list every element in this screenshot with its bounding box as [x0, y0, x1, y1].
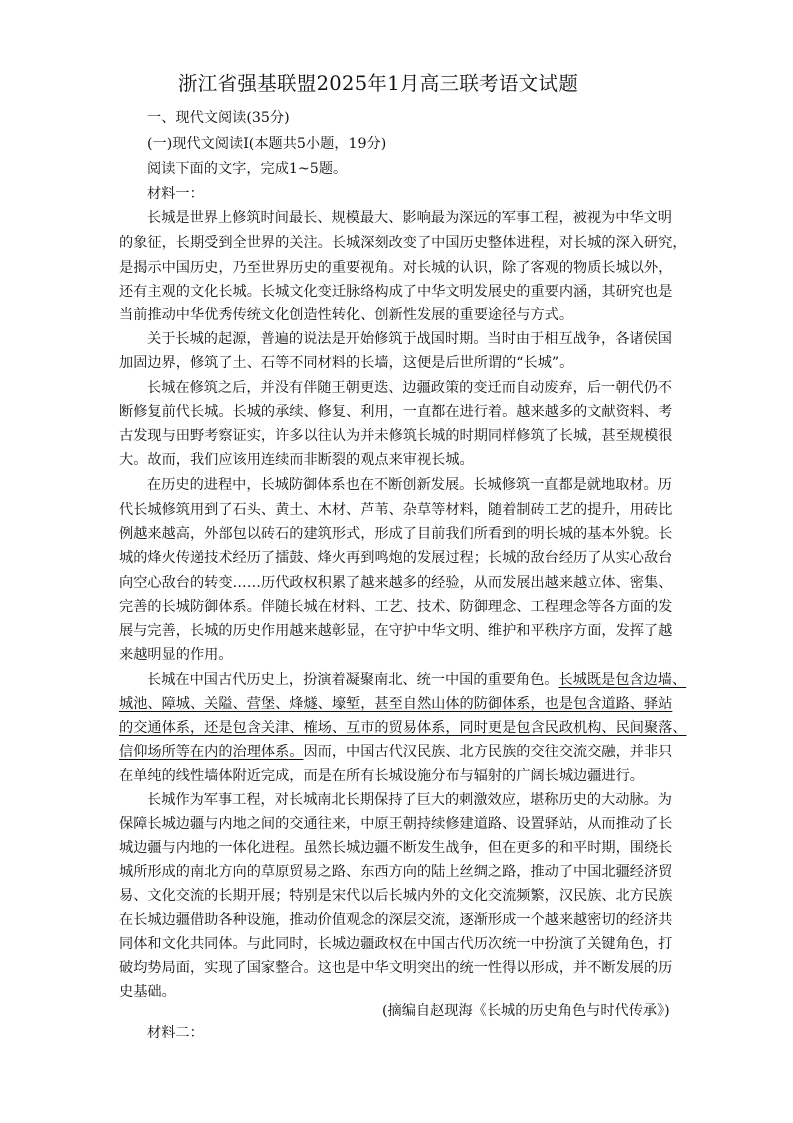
paragraph-line: 加固边界，修筑了土、石等不同材料的长墙，这便是后世所谓的“长城”。	[119, 355, 574, 371]
paragraph-line: 保障长城边疆与内地之间的交通往来，中原王朝持续修建道路、设置驿站，从而推动了长	[119, 816, 673, 832]
paragraph-line: 易、文化交流的长期开展；特别是宋代以后长城内外的文化交流频繁，汉民族、北方民族	[119, 888, 673, 904]
paragraph-line: 代长城修筑用到了石头、黄土、木材、芦苇、杂草等材料，随着制砖工艺的提升，用砖比	[119, 502, 673, 518]
material1-label: 材料一：	[147, 186, 204, 202]
paragraph-line: 当前推动中华优秀传统文化创造性转化、创新性发展的重要途径与方式。	[119, 307, 574, 323]
plain-text: 长城在中国古代历史上，扮演着凝聚南北、统一中国的重要角色。	[147, 672, 559, 688]
paragraph-line: 向空心敌台的转变……历代政权积累了越来越多的经验，从而发展出越来越立体、密集、	[119, 575, 673, 591]
material2-label: 材料二：	[147, 1025, 204, 1041]
paragraph-line	[119, 719, 687, 737]
paragraph-line: 完善的长城防御体系。伴随长城在材料、工艺、技术、防御理念、工程理念等各方面的发	[119, 599, 673, 615]
paragraph-line: 在长城边疆借助各种设施，推动价值观念的深层交流，逐渐形成一个越来越密切的经济共	[119, 912, 673, 928]
paragraph-line: 长城是世界上修筑时间最长、规模最大、影响最为深远的军事工程，被视为中华文明	[147, 210, 672, 226]
paragraph-line: 关于长城的起源，普遍的说法是开始修筑于战国时期。当时由于相互战争，各诸侯国	[147, 331, 672, 347]
plain-text: 因而，中国古代汉民族、北方民族的交往交流交融，并非只	[303, 744, 673, 760]
paragraph-line: 古发现与田野考察证实，许多以往认为并未修筑长城的时期同样修筑了长城，甚至规模很	[119, 428, 673, 444]
paragraph-line: 在历史的进程中，长城防御体系也在不断创新发展。长城修筑一直都是就地取材。历	[147, 477, 672, 493]
source-citation: (摘编自赵现海《长城的历史角色与时代传承》)	[382, 1003, 670, 1019]
paragraph-line	[147, 671, 686, 689]
paragraph-line: 城边疆与内地的一体化进程。虽然长城边疆不断发生战争，但在更多的和平时期，围绕长	[119, 840, 673, 856]
paragraph-line: 大。故而，我们应该用连续而非断裂的观点来审视长城。	[119, 452, 474, 468]
paragraph-line	[119, 743, 672, 761]
paragraph-line: 在单纯的线性墙体附近完成，而是在所有长城设施分布与辐射的广阔长城边疆进行。	[119, 768, 644, 784]
underlined-text: 信仰场所等在内的治理体系。	[119, 744, 304, 760]
paragraph-line: 断修复前代长城。长城的承续、修复、利用，一直都在进行着。越来越多的文献资料、考	[119, 404, 673, 420]
paragraph-line: 长城作为军事工程，对长城南北长期保持了巨大的刺激效应，堪称历史的大动脉。为	[147, 792, 672, 808]
paragraph-line: 城所形成的南北方向的草原贸易之路、东西方向的陆上丝绸之路，推动了中国北疆经济贸	[119, 864, 673, 880]
paragraph-line: 例越来越高，外部包以砖石的建筑形式，形成了目前我们所看到的明长城的基本外貌。长	[119, 526, 673, 542]
paragraph-line: 还有主观的文化长城。长城文化变迁脉络构成了中华文明发展史的重要内涵，其研究也是	[119, 284, 673, 300]
section-heading: 一、现代文阅读(35分)	[147, 110, 290, 126]
paragraph-line: 长城在修筑之后，并没有伴随王朝更迭、边疆政策的变迁而自动废弃，后一朝代仍不	[147, 380, 672, 396]
underlined-text: 城池、障城、关隘、营堡、烽燧、壕堑，甚至自然山体的防御体系，也是包含道路、驿站	[119, 696, 673, 712]
instruction: 阅读下面的文字，完成1~5题。	[147, 161, 348, 177]
paragraph-line: 破均势局面，实现了国家整合。这也是中华文明突出的统一性得以形成，并不断发展的历	[119, 960, 673, 976]
paragraph-line: 是揭示中国历史，乃至世界历史的重要视角。对长城的认识，除了客观的物质长城以外，	[119, 260, 673, 276]
page-title: 浙江省强基联盟2025年1月高三联考语文试题	[178, 72, 579, 95]
paragraph-line: 展与完善，长城的历史作用越来越彰显，在守护中华文明、维护和平秩序方面，发挥了越	[119, 623, 673, 639]
paragraph-line	[119, 695, 672, 713]
underlined-text: 的交通体系，还是包含关津、榷场、互市的贸易体系，同时更是包含民政机构、民间聚落、	[119, 720, 687, 736]
paragraph-line: 的象征，长期受到全世界的关注。长城深刻改变了中国历史整体进程，对长城的深入研究，	[119, 235, 687, 251]
paragraph-line: 史基础。	[119, 984, 176, 1000]
paragraph-line: 来越明显的作用。	[119, 647, 233, 663]
paragraph-line: 同体和文化共同体。与此同时，长城边疆政权在中国古代历次统一中扮演了关键角色，打	[119, 936, 673, 952]
subsection-heading: (一)现代文阅读Ⅰ(本题共5小题，19分)	[147, 136, 387, 152]
paragraph-line: 城的烽火传递技术经历了擂鼓、烽火再到鸣炮的发展过程；长城的敌台经历了从实心敌台	[119, 550, 673, 566]
underlined-text: 长城既是包含边墙、	[558, 672, 687, 688]
